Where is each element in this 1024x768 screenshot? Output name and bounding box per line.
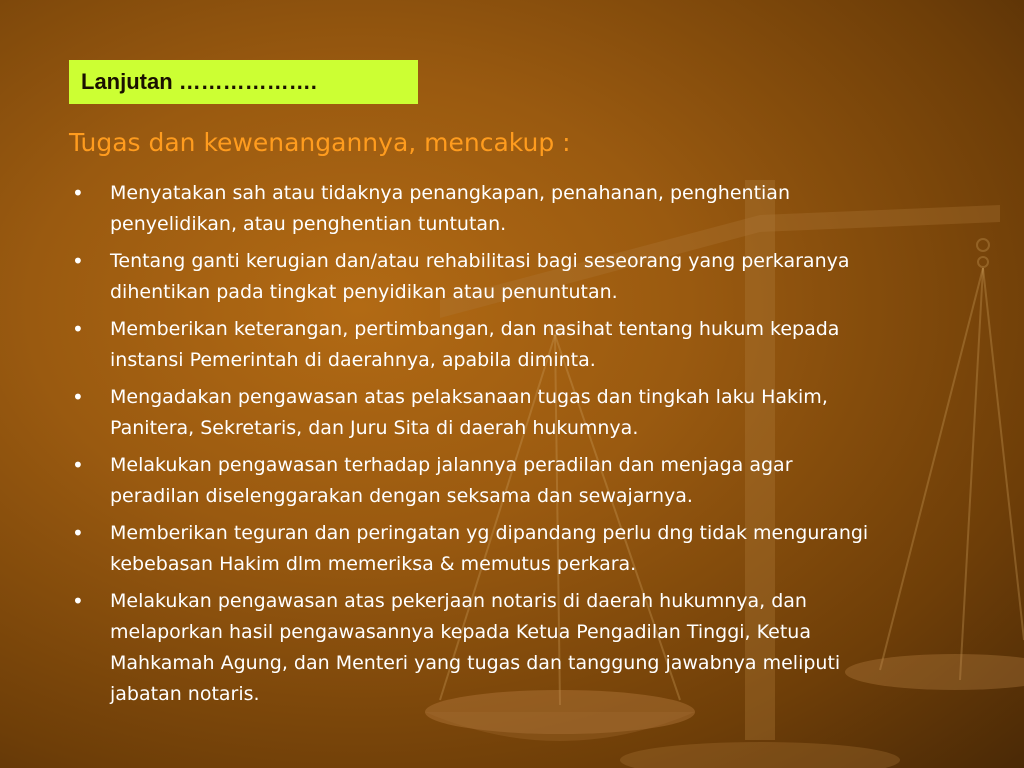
bullet-icon: • [72,589,84,613]
list-item-line: Mahkamah Agung, dan Menteri yang tugas dan tanggung jawabnya meliputi [110,652,841,674]
list-item-line: instansi Pemerintah di daerahnya, apabila diminta. [110,349,596,371]
list-item-line: Memberikan teguran dan peringatan yg dipandang perlu dng tidak mengurangi [110,522,869,544]
bullet-icon: • [72,181,84,205]
bullet-icon: • [72,317,84,341]
section-heading: Tugas dan kewenangannya, mencakup : [69,128,571,157]
list-item-line: peradilan diselenggarakan dengan seksama dan sewajarnya. [110,485,693,507]
list-item-line: Memberikan keterangan, pertimbangan, dan nasihat tentang hukum kepada [110,318,840,340]
continuation-label: Lanjutan ………………. [69,60,418,104]
list-item [70,382,1000,444]
list-item-line: jabatan notaris. [110,683,260,705]
list-item [70,246,1000,308]
list-item-line: Melakukan pengawasan atas pekerjaan notaris di daerah hukumnya, dan [110,590,807,612]
list-item-line: melaporkan hasil pengawasannya kepada Ketua Pengadilan Tinggi, Ketua [110,621,811,643]
list-item-line: Menyatakan sah atau tidaknya penangkapan, penahanan, penghentian [110,182,790,204]
list-item-line: Tentang ganti kerugian dan/atau rehabilitasi bagi seseorang yang perkaranya [110,250,850,272]
list-item [70,450,1000,512]
list-item-line: dihentikan pada tingkat penyidikan atau penuntutan. [110,281,618,303]
bullet-icon: • [72,453,84,477]
list-item-line: kebebasan Hakim dlm memeriksa & memutus perkara. [110,553,637,575]
duties-list [70,178,1000,716]
list-item-line: penyelidikan, atau penghentian tuntutan. [110,213,507,235]
list-item-line: Melakukan pengawasan terhadap jalannya peradilan dan menjaga agar [110,454,793,476]
bullet-icon: • [72,249,84,273]
list-item [70,586,1000,710]
list-item [70,314,1000,376]
list-item [70,178,1000,240]
bullet-icon: • [72,385,84,409]
list-item-line: Panitera, Sekretaris, dan Juru Sita di daerah hukumnya. [110,417,639,439]
bullet-icon: • [72,521,84,545]
list-item-line: Mengadakan pengawasan atas pelaksanaan tugas dan tingkah laku Hakim, [110,386,828,408]
list-item [70,518,1000,580]
